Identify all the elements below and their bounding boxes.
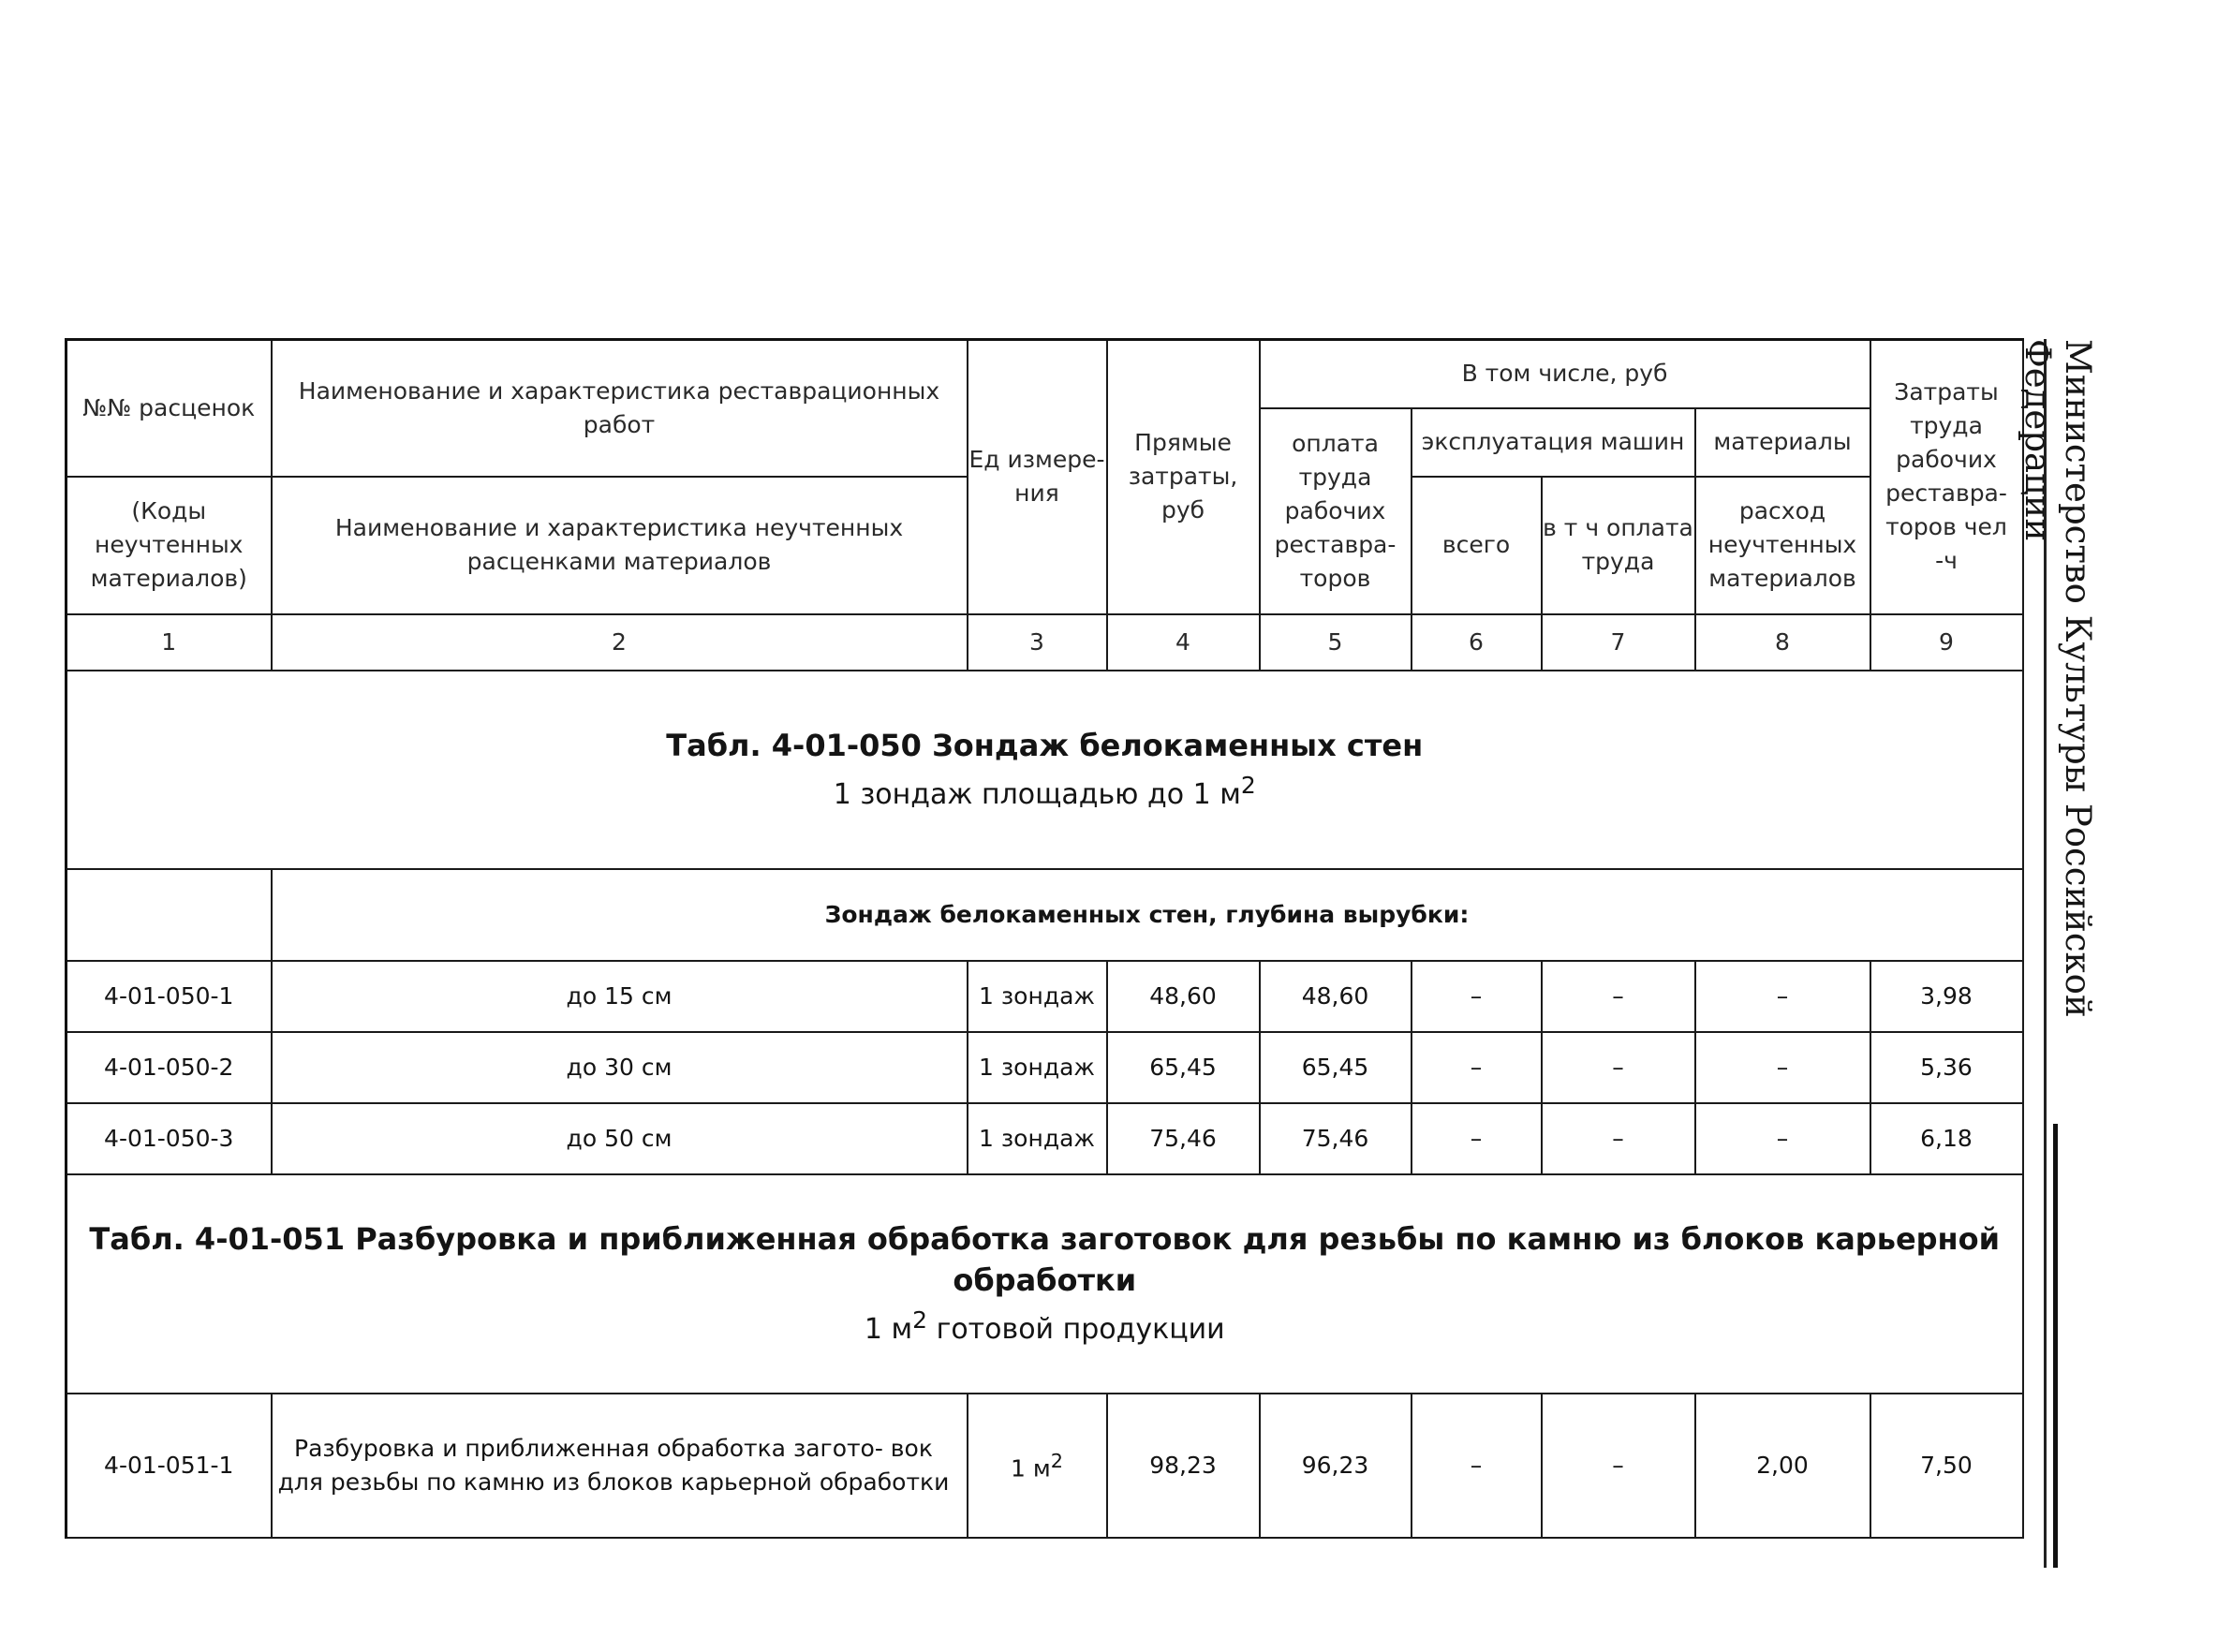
work-name: до 50 см bbox=[272, 1103, 968, 1174]
labor-hours: 6,18 bbox=[1870, 1103, 2023, 1174]
header-code-bottom: (Коды неучтенных материалов) bbox=[67, 477, 272, 614]
work-name: Разбуровка и приближенная обработка загото- вок для резьбы по камню из блоков карьерной обработки bbox=[272, 1394, 968, 1538]
machines-total: – bbox=[1412, 1394, 1542, 1538]
rate-code: 4-01-051-1 bbox=[67, 1394, 272, 1538]
header-machines-wage: в т ч оплата труда bbox=[1542, 477, 1695, 614]
machines-total: – bbox=[1412, 1103, 1542, 1174]
table-row bbox=[67, 1394, 2023, 1538]
unit: 1 $м^2$ bbox=[968, 1394, 1107, 1538]
materials: 2,00 bbox=[1695, 1394, 1870, 1538]
section-4-01-051-heading bbox=[67, 1174, 2023, 1394]
wage: 75,46 bbox=[1260, 1103, 1412, 1174]
work-name: до 15 см bbox=[272, 961, 968, 1032]
labor-hours: 5,36 bbox=[1870, 1032, 2023, 1103]
machines-wage: – bbox=[1542, 1394, 1695, 1538]
wage: 65,45 bbox=[1260, 1032, 1412, 1103]
header-labor: Затраты труда рабочих реставра- торов чел -ч bbox=[1870, 340, 2023, 614]
direct-costs: 75,46 bbox=[1107, 1103, 1260, 1174]
table-row bbox=[67, 1103, 2023, 1174]
machines-wage: – bbox=[1542, 1103, 1695, 1174]
unit: 1 зондаж bbox=[968, 961, 1107, 1032]
col-number: 7 bbox=[1542, 614, 1695, 671]
rate-code: 4-01-050-1 bbox=[67, 961, 272, 1032]
section-subtitle: 1 зондаж площадью до 1 $м^2$ bbox=[833, 771, 1256, 811]
table-row bbox=[67, 1032, 2023, 1103]
col-number: 8 bbox=[1695, 614, 1870, 671]
col-number: 3 bbox=[968, 614, 1107, 671]
wage: 48,60 bbox=[1260, 961, 1412, 1032]
unit: 1 зондаж bbox=[968, 1103, 1107, 1174]
header-unit: Ед измере- ния bbox=[968, 340, 1107, 614]
labor-hours: 7,50 bbox=[1870, 1394, 2023, 1538]
side-rule-bold bbox=[2053, 1124, 2058, 1568]
table-row bbox=[67, 961, 2023, 1032]
labor-hours: 3,98 bbox=[1870, 961, 2023, 1032]
col-number: 4 bbox=[1107, 614, 1260, 671]
header-materials: материалы bbox=[1695, 408, 1870, 477]
machines-wage: – bbox=[1542, 961, 1695, 1032]
direct-costs: 48,60 bbox=[1107, 961, 1260, 1032]
col-number: 5 bbox=[1260, 614, 1412, 671]
machines-wage: – bbox=[1542, 1032, 1695, 1103]
materials: – bbox=[1695, 961, 1870, 1032]
work-name: до 30 см bbox=[272, 1032, 968, 1103]
machines-total: – bbox=[1412, 961, 1542, 1032]
section-4-01-050-heading bbox=[67, 671, 2023, 869]
col-number: 2 bbox=[272, 614, 968, 671]
header-name-top: Наименование и характеристика реставрационных работ bbox=[272, 340, 968, 477]
rate-code: 4-01-050-3 bbox=[67, 1103, 272, 1174]
section-subtitle: 1 $м^2$ готовой продукции bbox=[864, 1305, 1225, 1346]
header-including: В том числе, руб bbox=[1260, 340, 1870, 408]
header-wage: оплата труда рабочих реставра- торов bbox=[1260, 408, 1412, 614]
group-code-cell bbox=[67, 869, 272, 961]
header-direct-costs: Прямые затраты, руб bbox=[1107, 340, 1260, 614]
machines-total: – bbox=[1412, 1032, 1542, 1103]
col-number: 9 bbox=[1870, 614, 2023, 671]
direct-costs: 65,45 bbox=[1107, 1032, 1260, 1103]
group-label: Зондаж белокаменных стен, глубина вырубки: bbox=[272, 869, 2023, 961]
rate-code: 4-01-050-2 bbox=[67, 1032, 272, 1103]
materials: – bbox=[1695, 1032, 1870, 1103]
header-machines-total: всего bbox=[1412, 477, 1542, 614]
header-code-top: №№ расценок bbox=[67, 340, 272, 477]
unit: 1 зондаж bbox=[968, 1032, 1107, 1103]
materials: – bbox=[1695, 1103, 1870, 1174]
wage: 96,23 bbox=[1260, 1394, 1412, 1538]
col-number: 1 bbox=[67, 614, 272, 671]
header-name-bottom: Наименование и характеристика неучтенных расценками материалов bbox=[272, 477, 968, 614]
section-title: Табл. 4-01-050 Зондаж белокаменных стен bbox=[666, 727, 1424, 763]
section-title: Табл. 4-01-051 Разбуровка и приближенная обработка заготовок для резьбы по камню из блоков карьерной обработки bbox=[89, 1220, 2001, 1298]
col-number: 6 bbox=[1412, 614, 1542, 671]
header-machines: эксплуатация машин bbox=[1412, 408, 1695, 477]
price-table bbox=[65, 338, 2024, 1539]
side-title: Министерство Культуры Российской Федерации bbox=[2018, 339, 2098, 1018]
direct-costs: 98,23 bbox=[1107, 1394, 1260, 1538]
header-materials-unaccounted: расход неучтенных материалов bbox=[1695, 477, 1870, 614]
